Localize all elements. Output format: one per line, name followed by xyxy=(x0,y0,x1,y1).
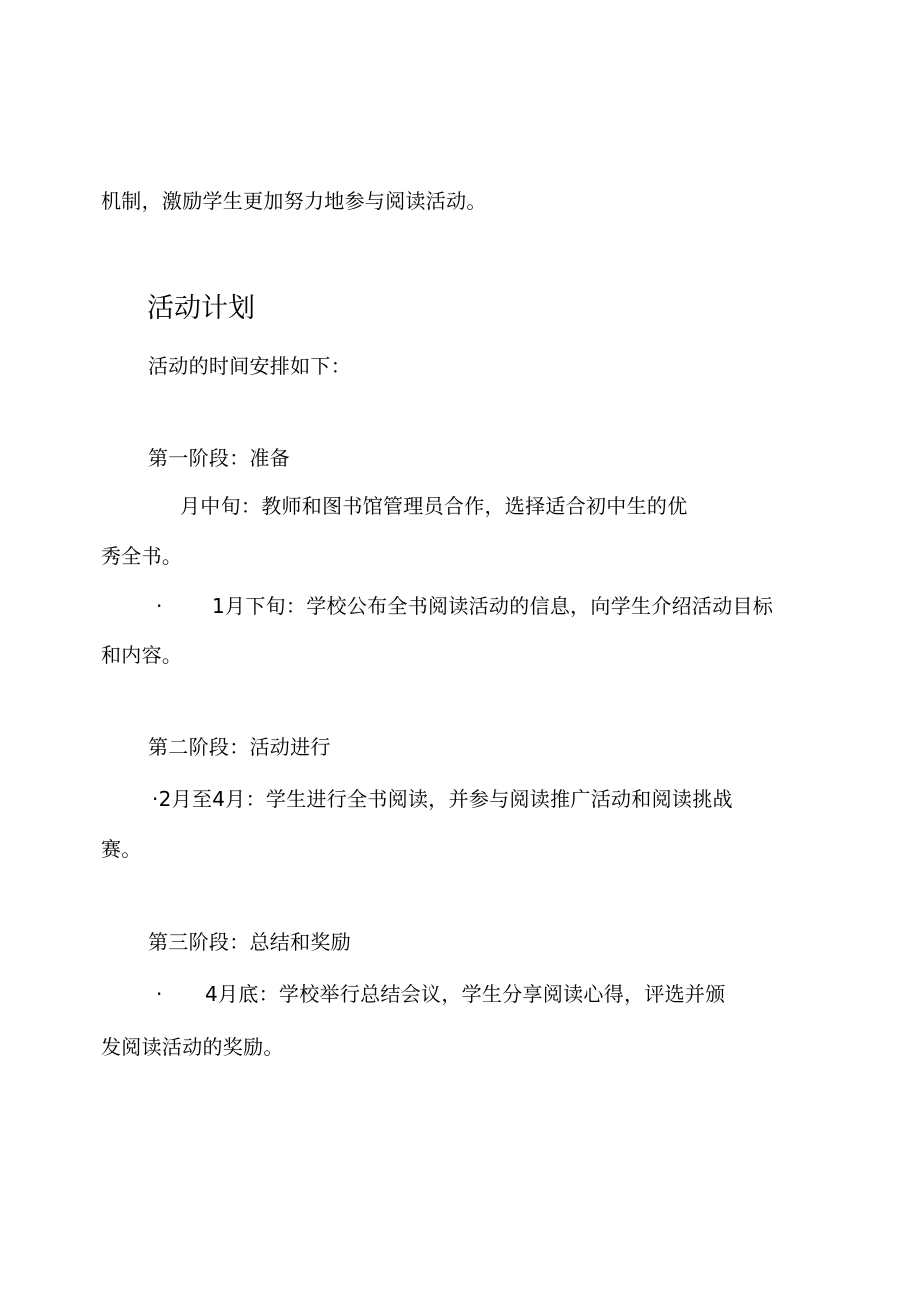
phase-3-item-1-line-2: 发阅读活动的奖励。 xyxy=(101,1035,284,1059)
phase-3-item-1-line-1: 4月底：学校举行总结会议，学生分享阅读心得，评选并颁 xyxy=(205,982,726,1006)
phase-3-title: 第三阶段：总结和奖励 xyxy=(148,930,351,954)
phase-1-item-2-bullet: · xyxy=(156,594,163,618)
phase-1-item-2-line-1: 1月下旬：学校公布全书阅读活动的信息，向学生介绍活动目标 xyxy=(212,594,774,618)
phase-2-item-1-line-1: ·2月至4月：学生进行全书阅读，并参与阅读推广活动和阅读挑战 xyxy=(152,787,733,811)
phase-2-item-1-line-2: 赛。 xyxy=(101,837,142,861)
phase-3-item-1-bullet: · xyxy=(156,982,163,1006)
intro-line: 机制，激励学生更加努力地参与阅读活动。 xyxy=(101,189,487,213)
phase-1-item-2-line-2: 和内容。 xyxy=(101,643,183,667)
phase-1-title: 第一阶段：准备 xyxy=(148,446,291,470)
section-heading: 活动计划 xyxy=(147,293,255,324)
section-intro: 活动的时间安排如下： xyxy=(148,354,351,378)
phase-1-item-1-line-1: 月中旬：教师和图书馆管理员合作，选择适合初中生的优 xyxy=(180,494,688,518)
phase-1-item-1-line-2: 秀全书。 xyxy=(101,544,183,568)
phase-2-title: 第二阶段：活动进行 xyxy=(148,735,331,759)
